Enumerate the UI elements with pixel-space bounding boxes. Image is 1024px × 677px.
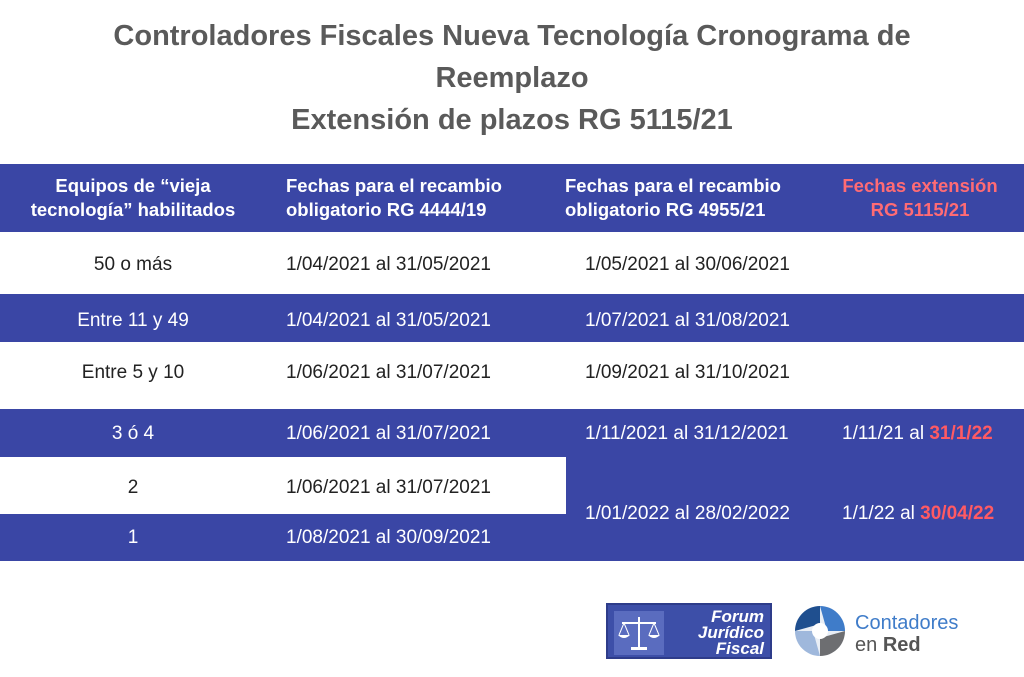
- cell-ext-row-4-prefix: 1/11/21 al: [842, 423, 930, 444]
- forum-logo-line-3: Fiscal: [715, 639, 764, 658]
- header-rg5115: [820, 170, 1020, 226]
- cell-ext-merged-prefix: 1/1/22 al: [842, 503, 921, 524]
- page-title-line-2: Reemplazo: [435, 62, 589, 94]
- page-subtitle: Extensión de plazos RG 5115/21: [291, 104, 733, 136]
- header-rg5115-line-1: Fechas extensión: [842, 175, 998, 196]
- cell-rg4955-row-4: 1/11/2021 al 31/12/2021: [585, 423, 789, 444]
- header-equipos-line-2: tecnología” habilitados: [30, 199, 236, 220]
- header-rg4955-line-1: Fechas para el recambio: [565, 175, 781, 196]
- contadores-logo-line-2: [855, 634, 921, 657]
- cell-ext-merged-date: 30/04/22: [920, 503, 995, 524]
- cell-rg4444-row-4: 1/06/2021 al 31/07/2021: [286, 423, 491, 444]
- header-rg4444-line-1: Fechas para el recambio: [286, 175, 502, 196]
- cell-equipos-row-6: 1: [127, 527, 139, 548]
- cell-ext-row-4: [842, 419, 1022, 449]
- cell-ext-merged: [842, 499, 1022, 529]
- cell-ext-row-4-date: 31/1/22: [929, 423, 993, 444]
- cell-rg4955-row-1: 1/05/2021 al 30/06/2021: [585, 254, 790, 275]
- header-equipos-line-1: Equipos de “vieja: [55, 175, 211, 196]
- header-rg4955: [565, 170, 825, 226]
- aperture-icon: [793, 604, 847, 658]
- contadores-en-red-logo: [793, 602, 973, 662]
- header-rg4955-line-2: obligatorio RG 4955/21: [565, 199, 766, 220]
- cell-rg4444-row-1: 1/04/2021 al 31/05/2021: [286, 254, 491, 275]
- cell-equipos-row-1: 50 o más: [93, 254, 173, 275]
- cell-equipos-row-5: 2: [127, 477, 139, 498]
- header-rg4444: [286, 170, 546, 226]
- cell-rg4444-row-6: 1/08/2021 al 30/09/2021: [286, 527, 491, 548]
- cell-rg4955-row-2: 1/07/2021 al 31/08/2021: [585, 310, 790, 331]
- forum-logo-line-2: Jurídico: [697, 623, 764, 642]
- forum-logo-line-1: Forum: [711, 607, 764, 626]
- cell-rg4955-merged: 1/01/2022 al 28/02/2022: [585, 503, 790, 524]
- contadores-logo-line-1: Contadores: [855, 612, 959, 634]
- cell-rg4444-row-3: 1/06/2021 al 31/07/2021: [286, 362, 491, 383]
- contadores-logo-red: Red: [882, 634, 921, 656]
- cell-equipos-row-3: Entre 5 y 10: [81, 362, 185, 383]
- forum-juridico-fiscal-logo: [606, 603, 772, 659]
- contadores-logo-en: en: [855, 634, 883, 656]
- header-rg5115-line-2: RG 5115/21: [870, 199, 970, 220]
- cell-rg4444-row-5: 1/06/2021 al 31/07/2021: [286, 477, 491, 498]
- page-title-line-1: Controladores Fiscales Nueva Tecnología Cronograma de: [113, 20, 911, 52]
- header-rg4444-line-2: obligatorio RG 4444/19: [286, 199, 487, 220]
- cell-rg4444-row-2: 1/04/2021 al 31/05/2021: [286, 310, 491, 331]
- cell-rg4955-row-3: 1/09/2021 al 31/10/2021: [585, 362, 790, 383]
- cell-equipos-row-2: Entre 11 y 49: [77, 310, 189, 331]
- header-equipos: [18, 170, 248, 226]
- cell-equipos-row-4: 3 ó 4: [111, 423, 155, 444]
- scales-of-justice-icon: [614, 611, 664, 655]
